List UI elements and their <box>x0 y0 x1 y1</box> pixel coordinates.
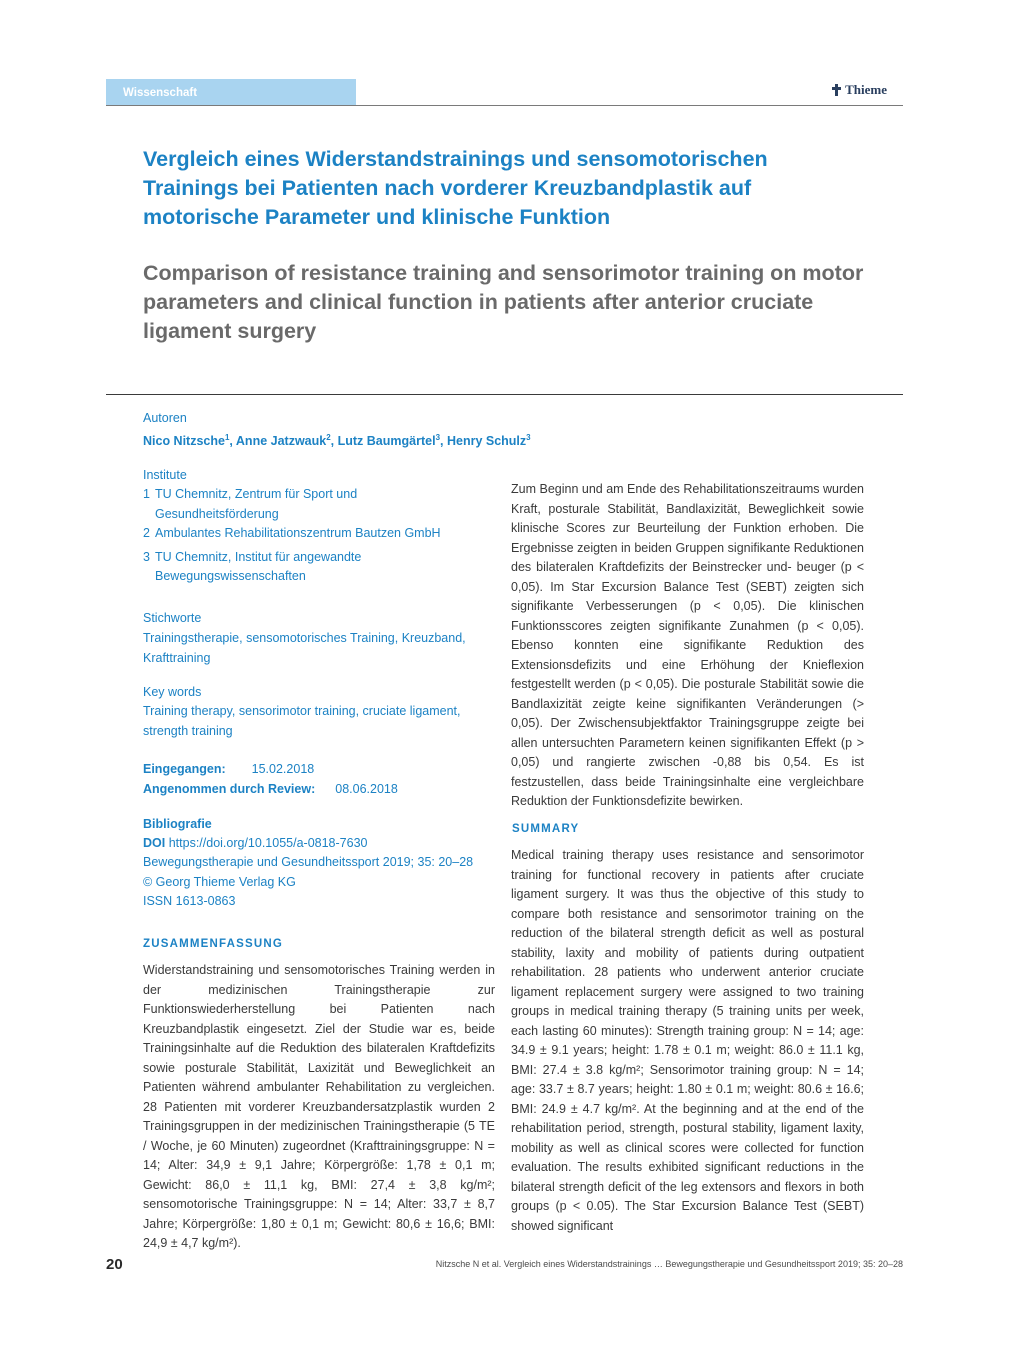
zusammenfassung-text: Widerstandstraining und sensomotorisches Training werden in der medizinischen Trainingstherapie zur Funktionswiederherstellung bei Patienten nach Kreuzbandplastik eingesetzt. Ziel der Studie war es, beide Trainingsinhalte auf die Reduktion des bilateralen Kraftdefizits sowie posturale Stabilität, Laxizität und Beweglichkeit an Patienten während ambulanter Rehabilitation zu vergleichen. 28 Patienten mit vorderer Kreuzbandersatzplastik wurden 2 Trainingsgruppen in der medizinischen Trainingstherapie (5 TE / Woche, je 60 Minuten) zugeordnet (Krafttrainingsgruppe: N = 14; Alter: 34,9 ± 9,1 Jahre; Körpergröße: 1,78 ± 0,1 m; Gewicht: 86,0 ± 11,1 kg, BMI: 27,4 ± 3,8 kg/m²; sensomotorische Trainingsgruppe: N = 14; Alter: 33,7 ± 8,7 Jahre; Körpergröße: 1,80 ± 0,1 m; Gewicht: 80,6 ± 16,6; BMI: 24,9 ± 4,7 kg/m²). <box>143 963 495 1250</box>
doi-link[interactable]: https://doi.org/10.1055/a-0818-7630 <box>168 836 368 850</box>
summary-heading: SUMMARY <box>512 823 580 835</box>
author-4: Henry Schulz$^3$ <box>446 433 531 449</box>
brand-name: Thieme <box>845 82 887 97</box>
keywords-text: Training therapy, sensorimotor training, cruciate ligament, strength training <box>143 704 461 738</box>
doi-row: DOI https://doi.org/10.1055/a-0818-7630 <box>143 836 368 850</box>
section-label-band <box>106 79 356 106</box>
thieme-logo-icon <box>832 84 841 96</box>
stichworte-heading: Stichworte <box>143 611 202 625</box>
footer-citation: Nitzsche N et al. Vergleich eines Widerstandstrainings … Bewegungstherapie und Gesundheitssport 2019; 35: 20–28 <box>435 1259 903 1269</box>
publisher-brand <box>832 82 887 98</box>
authors-heading: Autoren <box>143 411 187 425</box>
bibliografie-heading: Bibliografie <box>143 817 212 831</box>
accepted-row: Angenommen durch Review: 08.06.2018 <box>143 782 398 796</box>
zusammenfassung-heading: ZUSAMMENFASSUNG <box>143 938 284 950</box>
author-1: Nico Nitzsche$^1$, <box>143 433 236 449</box>
journal-citation: Bewegungstherapie und Gesundheitssport 2019; 35: 20–28 <box>143 855 474 869</box>
title-german: Vergleich eines Widerstandstrainings und sensomotorischen Trainings bei Patienten nach vorderer Kreuzbandplastik auf motorische Parameter und klinische Funktion <box>143 147 768 229</box>
section-divider <box>106 394 903 395</box>
issn-line: ISSN 1613-0863 <box>143 894 236 908</box>
section-label: Wissenschaft <box>123 86 198 99</box>
header-rule <box>106 105 903 106</box>
institute-item: 2 Ambulantes Rehabilitationszentrum Bautzen GmbH <box>143 526 441 540</box>
institutes-heading: Institute <box>143 468 187 482</box>
copyright-line: © Georg Thieme Verlag KG <box>143 875 296 889</box>
page-number: 20 <box>106 1256 123 1273</box>
authors-list <box>143 428 531 452</box>
keywords-heading: Key words <box>143 685 202 699</box>
summary-text: Medical training therapy uses resistance and sensorimotor training for functional recovery in patients after cruciate ligament surgery. It was thus the objective of this study to compare both resistance and sensorimotor training on the reduction of the bilateral strength deficit as well as postural stability, laxity and mobility of patients during outpatient rehabilitation. 28 patients who underwent anterior cruciate ligament replacement surgery were assigned to two training groups in medical training therapy (5 training units per week, each lasting 60 minutes): Strength training group: N = 14; age: 34.9 ± 9.1 years; height: 1.78 ± 0.1 m; weight: 86.0 ± 11.1 kg, BMI: 27.4 ± 3.8 kg/m²; Sensorimotor training group: N = 14; age: 33.7 ± 8.7 years; height: 1.80 ± 0.1 m; weight: 80.6 ± 16.6; BMI: 24.9 ± 4.7 kg/m². At the beginning and at the end of the rehabilitation period, strength, postural stability, ligament laxity, mobility as well as clinical scores were collected for function evaluation. The results exhibited significant reductions in the bilateral strength deficit of the leg extensors and flexors in both groups (p < 0.05). The Star Excursion Balance Test (SEBT) showed significant <box>511 848 864 1233</box>
institute-item: 3 TU Chemnitz, Institut für angewandte Bewegungswissenschaften <box>143 549 362 583</box>
author-3: Lutz Baumgärtel$^3$, <box>337 433 447 449</box>
stichworte-text: Trainingstherapie, sensomotorisches Training, Kreuzband, Krafttraining <box>143 631 466 665</box>
institute-item: 1 TU Chemnitz, Zentrum für Sport und Gesundheitsförderung <box>143 487 358 521</box>
zusammenfassung-continued: Zum Beginn und am Ende des Rehabilitationszeitraums wurden Kraft, posturale Stabilität, Bandlaxizität, Beweglichkeit sowie klinische Scores zur Beurteilung der Funktion erhoben. Die Ergebnisse zeigten in beiden Gruppen signifikante Reduktionen des bilateralen Kraftdefizits der Beinstrecker und- beuger (p < 0,05). Im Star Excursion Balance Test (SEBT) zeigten sich signifikante Verbesserungen (p < 0,05). Die klinischen Funktionsscores zeigten signifikante Zunahmen (p < 0,05). Ebenso konnten eine signifikante Reduktion des Extensionsdefizits und eine Erhöhung der Knieflexion festgestellt werden (p < 0,05). Die posturale Stabilität sowie die Bandlaxizität zeigte keine signifikanten Veränderungen (> 0,05). Der Zwischensubjektfaktor Trainingsgruppe zeigte bei allen untersuchten Parametern keinen signifikanten Effekt (p > 0,05) und rangierte zwischen -0,88 bis 0,54. Es ist festzustellen, dass beide Trainingsinhalte eine vergleichbare Reduktion der Funktionsdefizite bewirken. <box>511 482 864 808</box>
title-english: Comparison of resistance training and sensorimotor training on motor parameters and clinical function in patients after anterior cruciate ligament surgery <box>143 261 864 343</box>
institutes-list <box>143 485 483 587</box>
received-row: Eingegangen: 15.02.2018 <box>143 762 315 776</box>
author-2: Anne Jatzwauk$^2$, <box>235 433 338 449</box>
